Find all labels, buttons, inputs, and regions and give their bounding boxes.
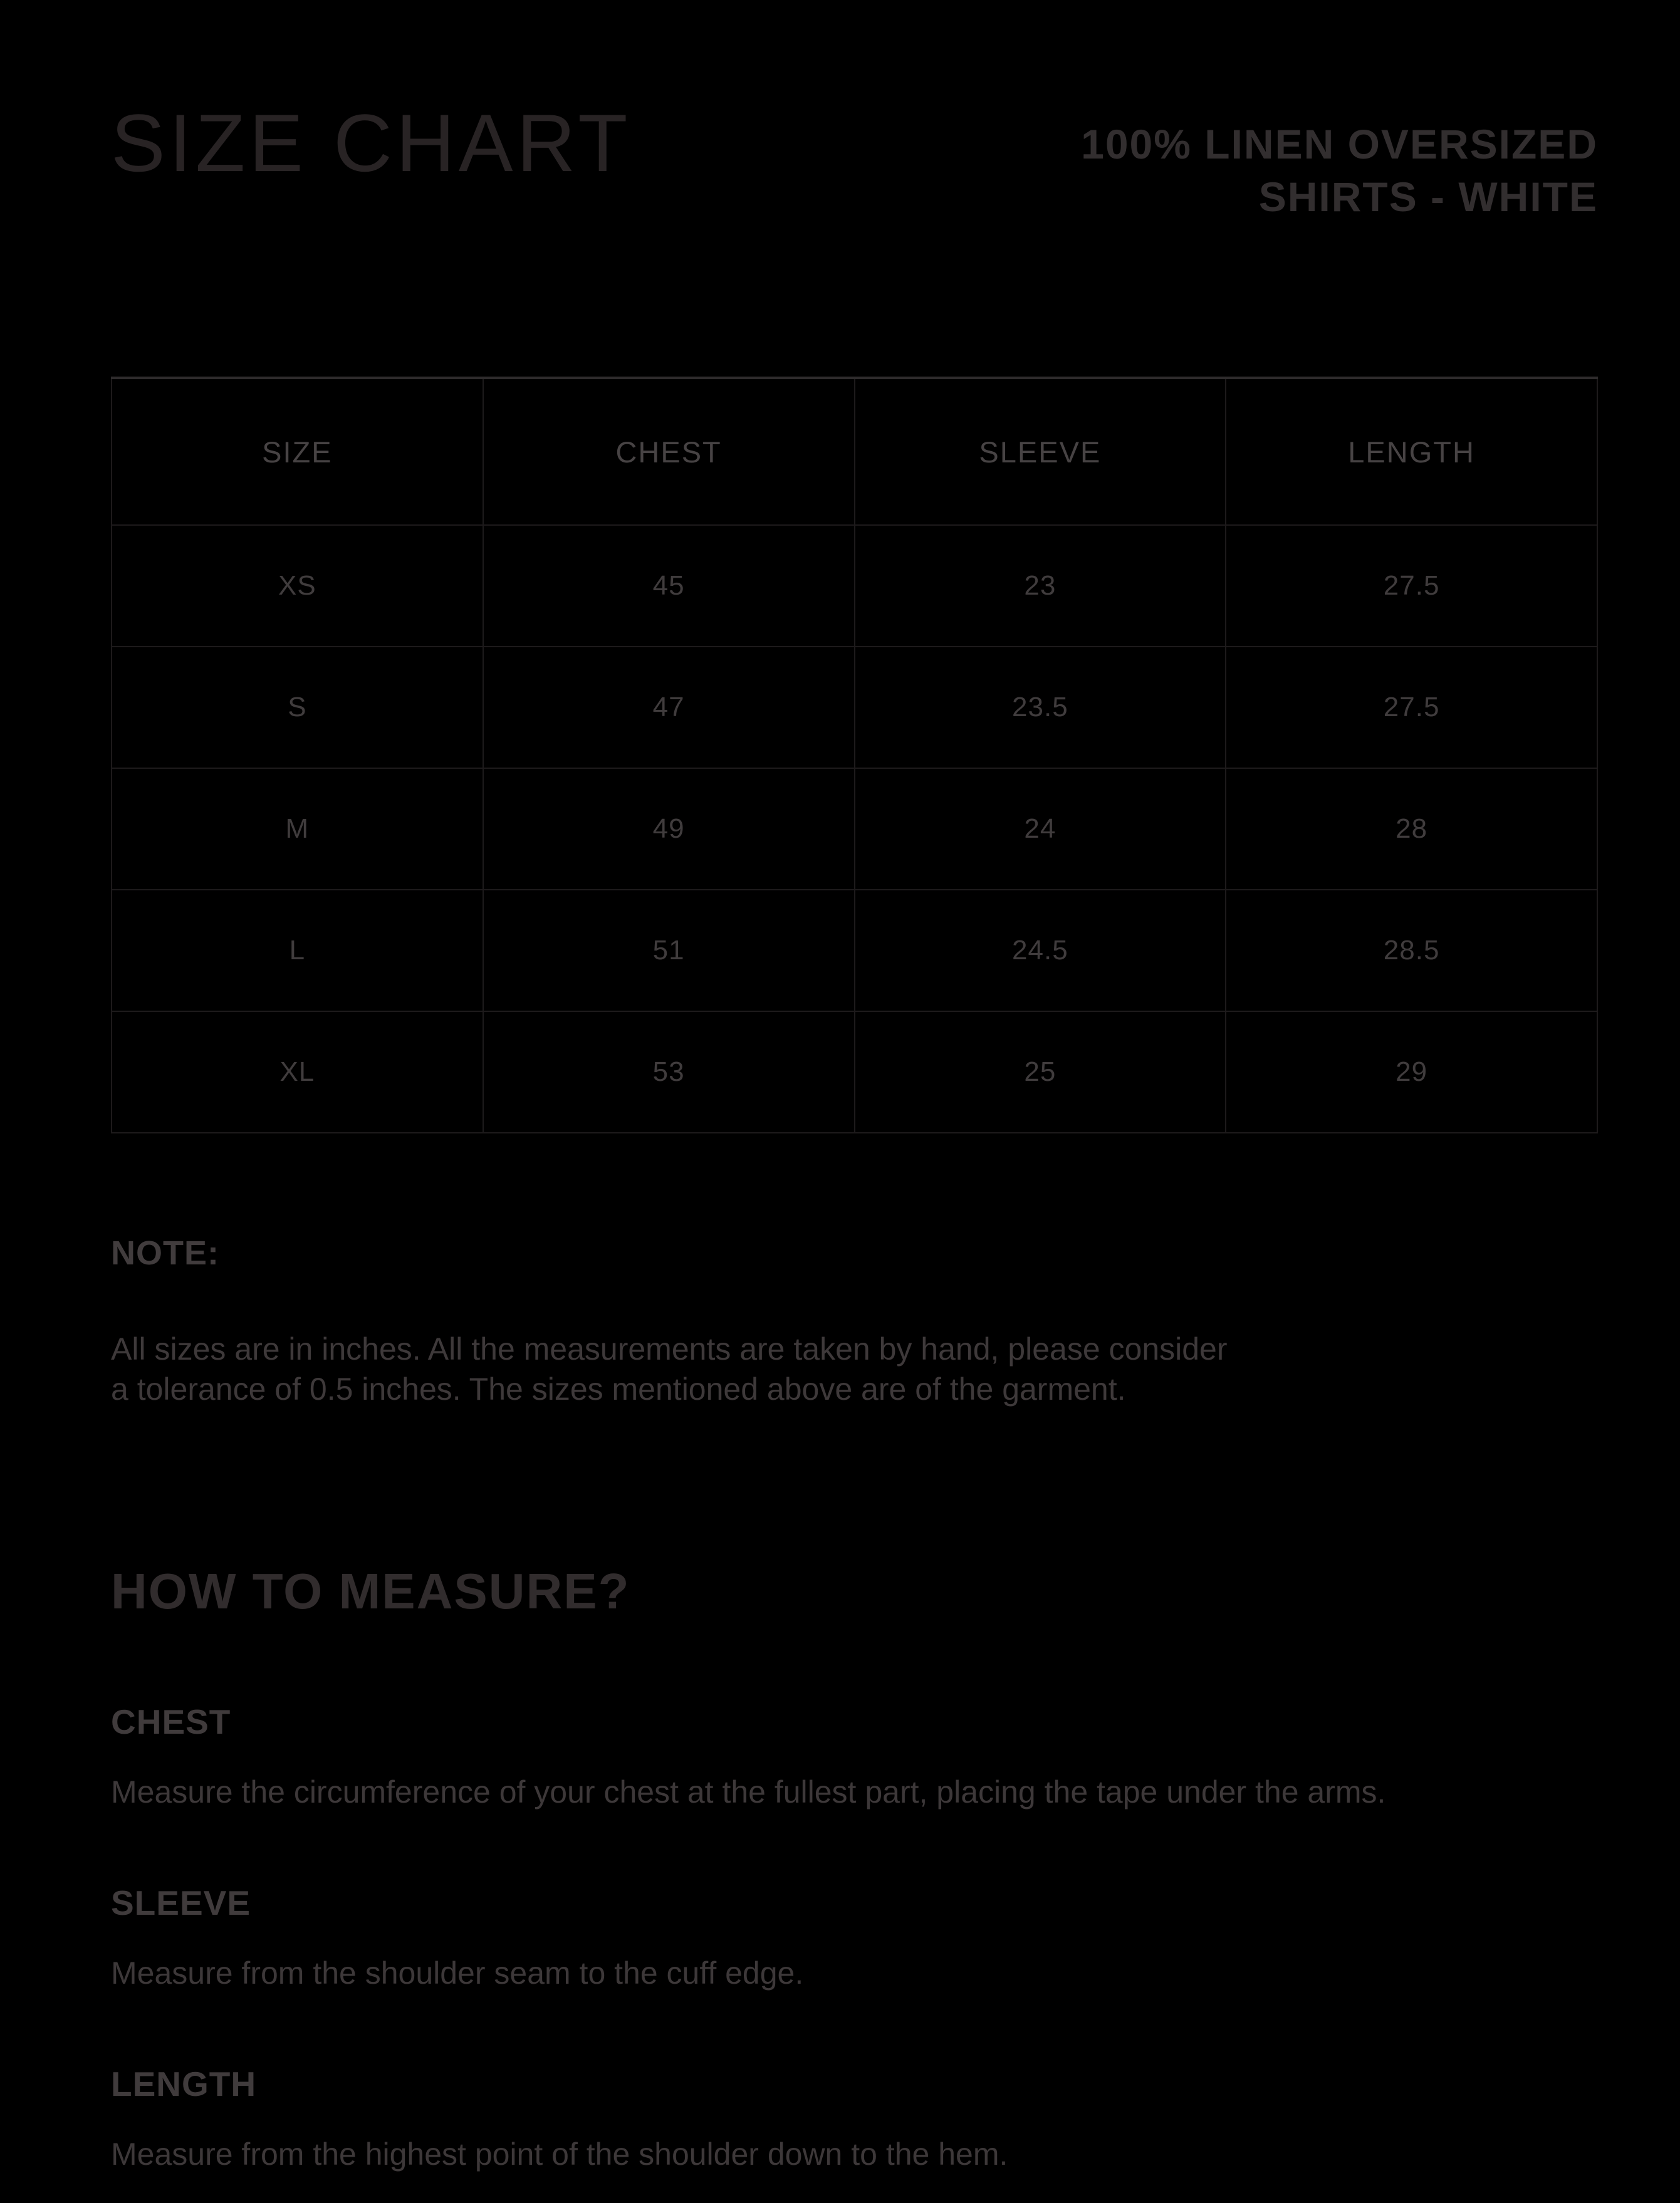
cell-length: 29	[1226, 1011, 1597, 1133]
cell-length: 28.5	[1226, 890, 1597, 1011]
table-row-xl	[112, 1011, 1597, 1133]
page-header	[111, 97, 1598, 223]
cell-chest: 49	[483, 768, 855, 890]
product-subtitle-line-2: SHIRTS - WHITE	[1258, 174, 1598, 220]
cell-length: 27.5	[1226, 525, 1597, 647]
table-header-row	[112, 378, 1597, 525]
product-subtitle	[1081, 118, 1598, 223]
measure-item-length	[111, 2064, 1598, 2173]
content	[111, 97, 1598, 2173]
cell-sleeve: 23	[855, 525, 1226, 647]
measure-label-sleeve: SLEEVE	[111, 1883, 251, 1922]
cell-sleeve: 23.5	[855, 647, 1226, 768]
size-table-body	[112, 525, 1597, 1133]
measure-text-sleeve: Measure from the shoulder seam to the cuff edge.	[111, 1956, 804, 1991]
cell-size: XL	[112, 1011, 483, 1133]
page-title: SIZE CHART	[111, 97, 632, 189]
table-row-m	[112, 768, 1597, 890]
header-cell-length: LENGTH	[1226, 378, 1597, 525]
product-subtitle-line-1: 100% LINEN OVERSIZED	[1081, 121, 1598, 167]
cell-length: 27.5	[1226, 647, 1597, 768]
header-cell-chest: CHEST	[483, 378, 855, 525]
cell-chest: 45	[483, 525, 855, 647]
measure-text-length: Measure from the highest point of the shoulder down to the hem.	[111, 2137, 1008, 2172]
header-cell-sleeve: SLEEVE	[855, 378, 1226, 525]
measure-item-sleeve	[111, 1883, 1598, 1992]
cell-size: M	[112, 768, 483, 890]
measure-text-chest: Measure the circumference of your chest at the fullest part, placing the tape under the arms.	[111, 1774, 1386, 1810]
table-row-l	[112, 890, 1597, 1011]
cell-chest: 47	[483, 647, 855, 768]
note-line-1: All sizes are in inches. All the measurements are taken by hand, please consider	[111, 1331, 1228, 1367]
table-row-xs	[112, 525, 1597, 647]
note-heading: NOTE:	[111, 1234, 219, 1272]
cell-sleeve: 24	[855, 768, 1226, 890]
cell-sleeve: 25	[855, 1011, 1226, 1133]
cell-size: L	[112, 890, 483, 1011]
cell-size: XS	[112, 525, 483, 647]
cell-chest: 53	[483, 1011, 855, 1133]
measure-label-length: LENGTH	[111, 2065, 257, 2103]
cell-size: S	[112, 647, 483, 768]
header-cell-size: SIZE	[112, 378, 483, 525]
note-line-2: a tolerance of 0.5 inches. The sizes mentioned above are of the garment.	[111, 1372, 1126, 1407]
table-row-s	[112, 647, 1597, 768]
size-table-head	[112, 378, 1597, 525]
note-section	[111, 1234, 1598, 1409]
measure-label-chest: CHEST	[111, 1702, 231, 1741]
cell-sleeve: 24.5	[855, 890, 1226, 1011]
size-table	[111, 377, 1598, 1133]
measure-item-chest	[111, 1702, 1598, 1811]
cell-length: 28	[1226, 768, 1597, 890]
cell-chest: 51	[483, 890, 855, 1011]
how-to-measure-heading: HOW TO MEASURE?	[111, 1563, 630, 1619]
